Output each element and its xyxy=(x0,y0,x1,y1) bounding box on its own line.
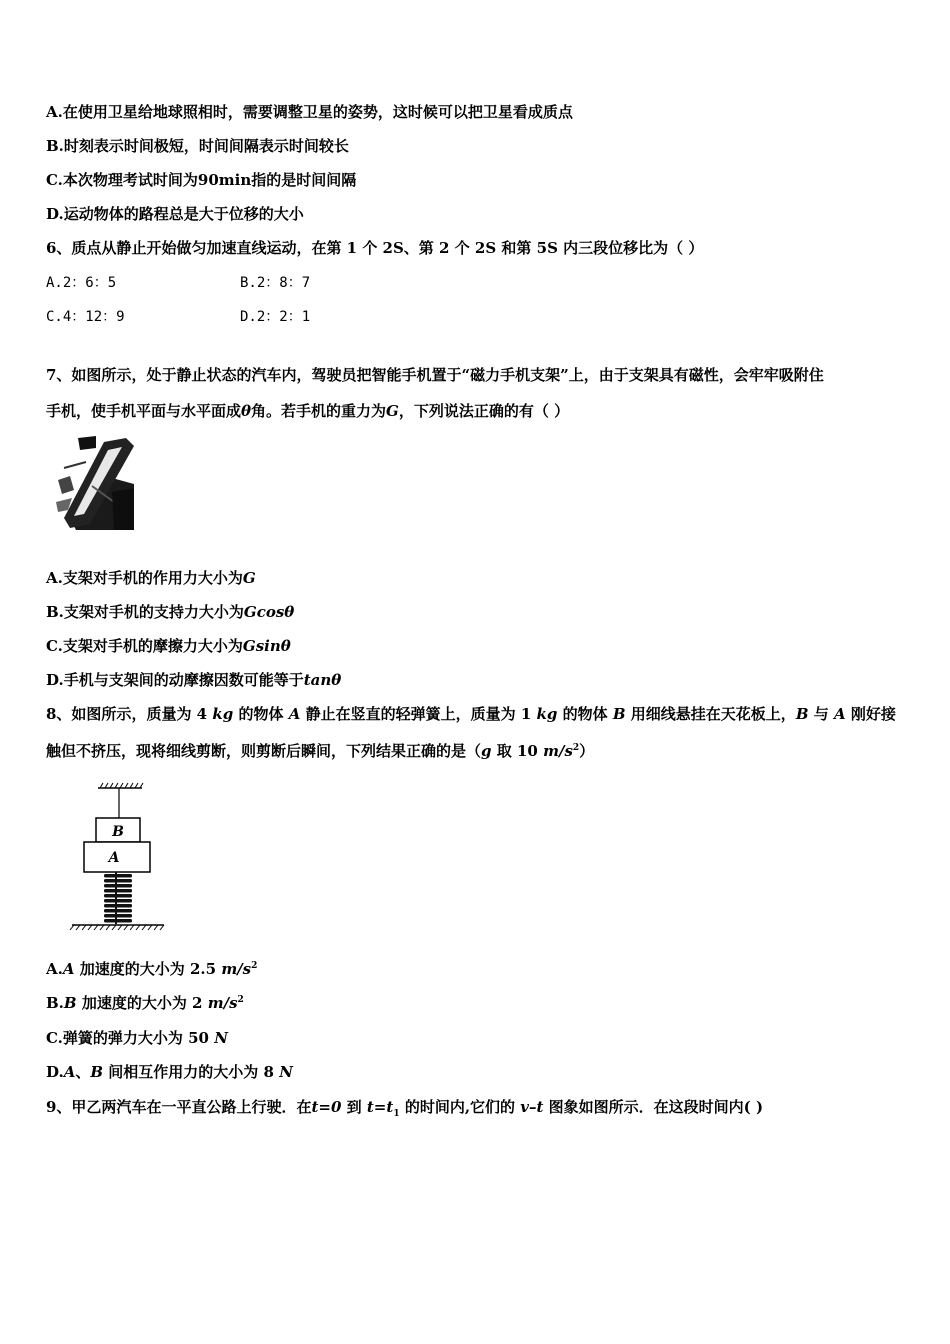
q5-option-b: B.时刻表示时间极短，时间间隔表示时间较长 xyxy=(46,137,349,155)
q5-option-c: C.本次物理考试时间为90min指的是时间间隔 xyxy=(46,171,357,189)
q8-option-a: A.A 加速度的大小为 2.5 $m/s^2$ xyxy=(46,960,258,978)
spring-block-diagram xyxy=(66,780,170,932)
q6-option-d: D.2：2：1 xyxy=(240,309,311,325)
q6-option-a: A.2：6：5 xyxy=(46,275,117,291)
q7-stem-line1: 7、如图所示，处于静止状态的汽车内，驾驶员把智能手机置于“磁力手机支架”上，由于支架具有磁性，会牢牢吸附住 xyxy=(46,366,824,384)
block-b-label: B xyxy=(112,824,124,840)
q8-option-c: C.弹簧的弹力大小为 50 N xyxy=(46,1029,228,1047)
q7-stem-line2: 手机，使手机平面与水平面成θ角。若手机的重力为G，下列说法正确的有（ ） xyxy=(46,402,570,420)
q8-option-b: B.B 加速度的大小为 2 $m/s^2$ xyxy=(46,994,244,1012)
q7-option-d: D.手机与支架间的动摩擦因数可能等于tanθ xyxy=(46,671,342,689)
q6-option-c: C.4：12：9 xyxy=(46,309,125,325)
q5-option-a: A.在使用卫星给地球照相时，需要调整卫星的姿势，这时候可以把卫星看成质点 xyxy=(46,103,573,121)
q8-stem-line2: 触但不挤压，现将细线剪断，则剪断后瞬间，下列结果正确的是（g 取 10 $m/s^2$） xyxy=(46,742,595,760)
q7-option-a: A.支架对手机的作用力大小为G xyxy=(46,569,256,587)
q5-option-d: D.运动物体的路程总是大于位移的大小 xyxy=(46,205,304,223)
block-a-label: A xyxy=(108,850,120,866)
q7-option-b: B.支架对手机的支持力大小为Gcosθ xyxy=(46,603,295,621)
phone-holder-photo xyxy=(52,432,138,534)
q9-stem: 9、甲乙两汽车在一平直公路上行驶．在t=0 到 $t=t_1$ 的时间内,它们的 v–t 图象如图所示．在这段时间内( ) xyxy=(46,1098,764,1119)
q6-option-b: B.2：8：7 xyxy=(240,275,311,291)
q6-stem: 6、质点从静止开始做匀加速直线运动，在第 1 个 2S、第 2 个 2S 和第 5S 内三段位移比为（ ） xyxy=(46,239,704,257)
q7-option-c: C.支架对手机的摩擦力大小为Gsinθ xyxy=(46,637,291,655)
q8-stem-line1: 8、如图所示，质量为 4 kg 的物体 A 静止在竖直的轻弹簧上，质量为 1 kg 的物体 B 用细线悬挂在天花板上，B 与 A 刚好接 xyxy=(46,705,896,723)
q8-option-d: D.A、B 间相互作用力的大小为 8 N xyxy=(46,1063,293,1081)
